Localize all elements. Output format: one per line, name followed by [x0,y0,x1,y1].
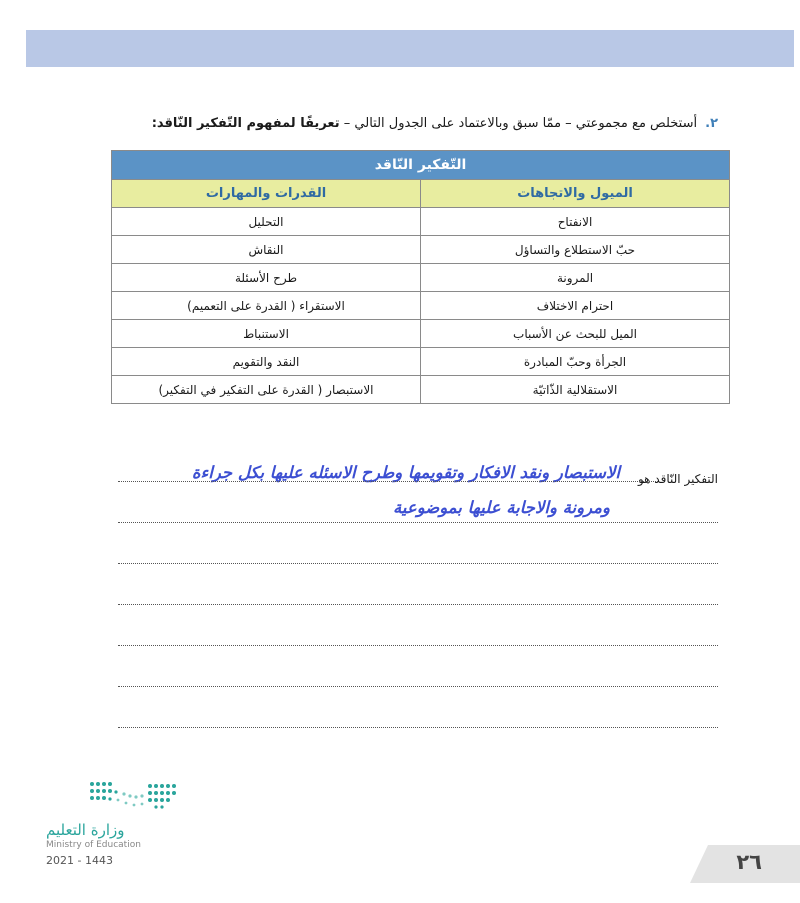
answer-line[interactable] [118,686,718,687]
table-row [112,264,730,292]
table-cell: الميل للبحث عن الأسباب [421,320,730,348]
table-title: التّفكير النّاقد [112,151,730,180]
ministry-logo-dots-icon [88,778,180,812]
table-row [112,208,730,236]
table-cell: طرح الأسئلة [112,264,421,292]
question-number: ٢. [705,116,718,131]
answer-line[interactable] [118,481,658,482]
table-cell: الاستقراء ( القدرة على التعميم) [112,292,421,320]
question-prompt [98,114,718,134]
handwritten-answer-line-2[interactable]: ومرونة والاجابة عليها بموضوعية [393,498,610,517]
header-band [26,30,794,67]
table-cell: احترام الاختلاف [421,292,730,320]
ministry-name-english: Ministry of Education [46,840,141,850]
answer-label: التفكير النّاقد هو [637,472,718,486]
answer-line[interactable] [118,563,718,564]
table-cell: الاستقلالية الذّاتيّة [421,376,730,404]
table-cell: الجرأة وحبّ المبادرة [421,348,730,376]
edition-year: 2021 - 1443 [46,854,113,867]
table-cell: الانفتاح [421,208,730,236]
table-row [112,236,730,264]
table-cell: النقاش [112,236,421,264]
table-cell: حبّ الاستطلاع والتساؤل [421,236,730,264]
question-text: أستخلص مع مجموعتي – ممّا سبق وبالاعتماد على الجدول التالي – [343,116,698,131]
question-bold-text: تعريفًا لمفهوم التّفكير النّاقد: [151,116,340,131]
answer-line[interactable] [118,522,718,523]
table-cell: النقد والتقويم [112,348,421,376]
table-row [112,376,730,404]
table-cell: المرونة [421,264,730,292]
ministry-name-arabic: وزارة التعليم [46,821,125,839]
table-cell: الاستنباط [112,320,421,348]
answer-line[interactable] [118,604,718,605]
answer-line[interactable] [118,645,718,646]
page-number: ٢٦ [736,850,762,874]
table-cell: التحليل [112,208,421,236]
column-header-skills: القدرات والمهارات [112,180,421,208]
table-row [112,292,730,320]
table-row [112,320,730,348]
answer-line[interactable] [118,727,718,728]
table-cell: الاستبصار ( القدرة على التفكير في التفكير) [112,376,421,404]
table-row [112,348,730,376]
critical-thinking-table [111,150,730,404]
column-header-attitudes: الميول والاتجاهات [421,180,730,208]
handwritten-answer-line-1[interactable]: الاستبصار ونقد الافكار وتقويمها وطرح الاسئله عليها بكل جراءة [191,463,620,482]
